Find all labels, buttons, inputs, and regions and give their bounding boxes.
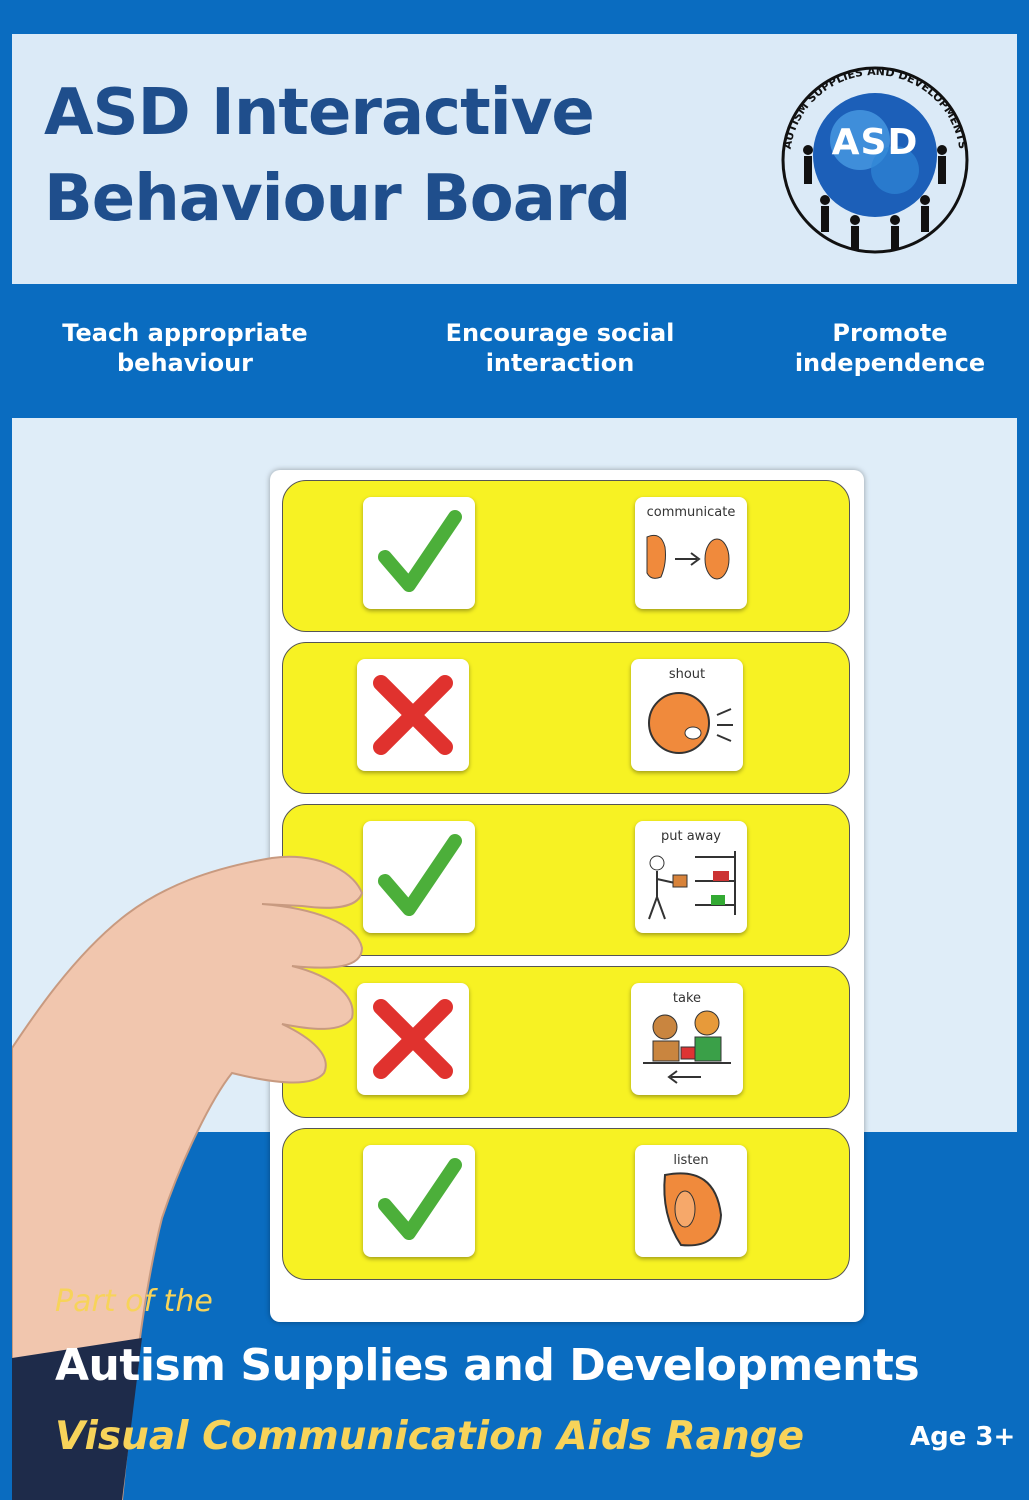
tick-card[interactable] bbox=[363, 497, 475, 609]
cross-icon bbox=[357, 659, 469, 771]
symbol-label: listen bbox=[673, 1153, 709, 1168]
tagline-independence: Promote independence bbox=[794, 319, 986, 377]
symbol-card[interactable] bbox=[635, 1145, 747, 1257]
product-title bbox=[44, 70, 630, 242]
brand-name: Autism Supplies and Developments bbox=[55, 1340, 920, 1391]
symbol-label: communicate bbox=[646, 505, 736, 520]
hand-image bbox=[12, 798, 392, 1500]
cross-card[interactable] bbox=[357, 659, 469, 771]
symbol-card[interactable] bbox=[631, 659, 743, 771]
age-rating: Age 3+ bbox=[910, 1422, 1016, 1452]
title-line-2: Behaviour Board bbox=[44, 162, 631, 236]
range-name: Visual Communication Aids Range bbox=[55, 1414, 805, 1459]
tagline-social: Encourage social interaction bbox=[445, 319, 675, 377]
svg-text:AUTISM SUPPLIES AND DEVELOPMEN: AUTISM SUPPLIES AND DEVELOPMENTS bbox=[780, 64, 970, 150]
logo-text: ASD bbox=[831, 122, 919, 163]
symbol-label: take bbox=[672, 991, 702, 1006]
product-photo bbox=[12, 418, 1017, 1500]
symbol-card[interactable] bbox=[635, 821, 747, 933]
tick-icon bbox=[363, 497, 475, 609]
symbol-card[interactable] bbox=[635, 497, 747, 609]
symbol-label: shout bbox=[668, 667, 706, 682]
part-of-label: Part of the bbox=[55, 1284, 213, 1319]
symbol-label: put away bbox=[661, 829, 721, 844]
tagline-behaviour: Teach appropriate behaviour bbox=[62, 319, 308, 377]
board-row bbox=[282, 642, 850, 794]
symbol-card[interactable] bbox=[631, 983, 743, 1095]
title-line-1: ASD Interactive bbox=[44, 76, 594, 150]
board-row bbox=[282, 480, 850, 632]
